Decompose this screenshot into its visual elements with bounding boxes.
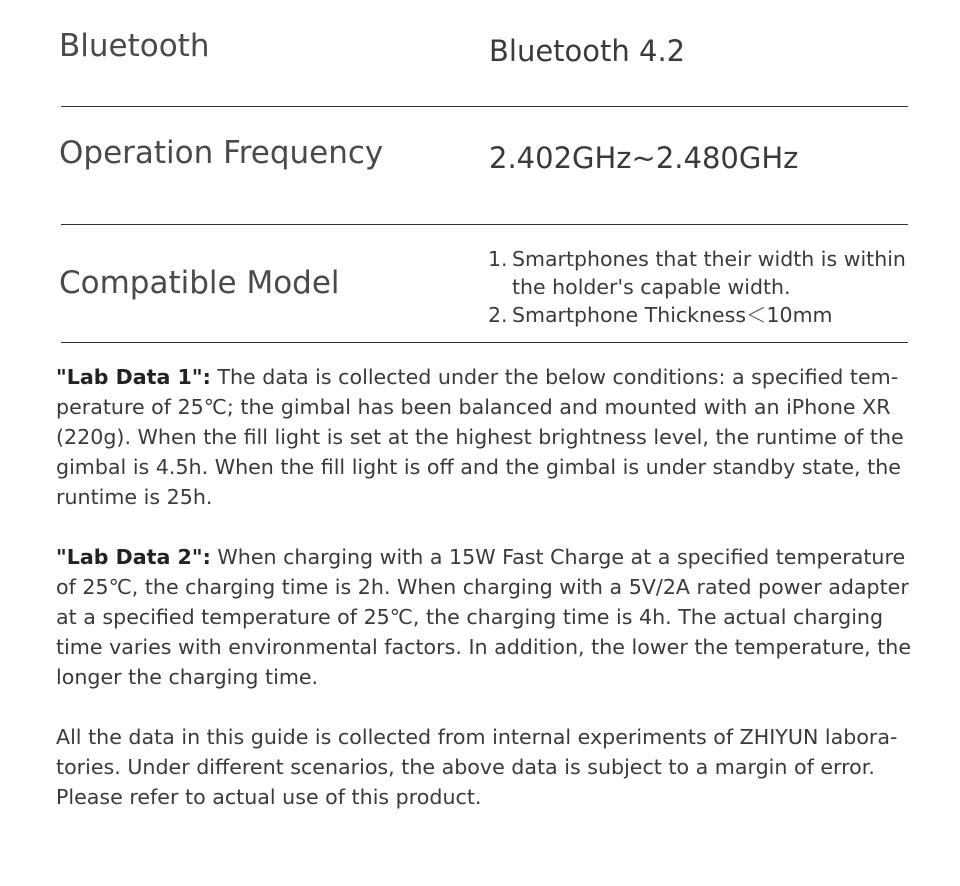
spec-row-compatible bbox=[61, 225, 908, 343]
list-item-line: Smartphone Thickness＜10mm bbox=[512, 303, 833, 327]
spec-table bbox=[61, 0, 908, 343]
spec-row-frequency bbox=[61, 107, 908, 225]
spec-value-bluetooth: Bluetooth 4.2 bbox=[489, 34, 686, 68]
compatible-model-list bbox=[488, 245, 906, 329]
spec-label-bluetooth: Bluetooth bbox=[59, 28, 210, 64]
list-item bbox=[488, 301, 906, 329]
list-item-line: the holder's capable width. bbox=[512, 275, 791, 299]
lab-data-1-heading: "Lab Data 1": bbox=[56, 365, 211, 389]
list-item-text bbox=[512, 245, 906, 301]
spec-label-frequency: Operation Frequency bbox=[59, 135, 384, 171]
notes-section bbox=[56, 362, 916, 842]
lab-data-1-text: The data is collected under the below conditions: a specified tem-perature of 25℃; the gimbal has been balanced and mounted with an iPhone XR (220g). When the fill light is set at the highest brightness level, the runtime of the gimbal is 4.5h. When the fill light is off and the gimbal is under standby state, the runtime is 25h. bbox=[56, 365, 904, 509]
spec-row-bluetooth bbox=[61, 0, 908, 107]
list-item bbox=[488, 245, 906, 301]
list-item-number: 2. bbox=[488, 303, 508, 327]
spec-label-compatible: Compatible Model bbox=[59, 265, 340, 301]
lab-data-2-heading: "Lab Data 2": bbox=[56, 545, 211, 569]
spec-value-frequency: 2.402GHz~2.480GHz bbox=[489, 141, 799, 175]
lab-data-2-paragraph bbox=[56, 542, 916, 692]
lab-data-2-text: When charging with a 15W Fast Charge at a specified temperature of 25℃, the charging time is 2h. When charging with a 5V/2A rated power adapter at a specified temperature of 25℃, the charging time is 4h. The actual charging time varies with environmental factors. In addition, the lower the temperature, the longer the charging time. bbox=[56, 545, 912, 689]
list-item-line: Smartphones that their width is within bbox=[512, 247, 906, 271]
lab-data-1-paragraph bbox=[56, 362, 916, 512]
list-item-text bbox=[512, 301, 833, 329]
list-item-number: 1. bbox=[488, 247, 508, 271]
footer-disclaimer: All the data in this guide is collected from internal experiments of ZHIYUN labora-tories. Under different scenarios, the above data is subject to a margin of error. Please refer to actual use of this product. bbox=[56, 725, 898, 809]
